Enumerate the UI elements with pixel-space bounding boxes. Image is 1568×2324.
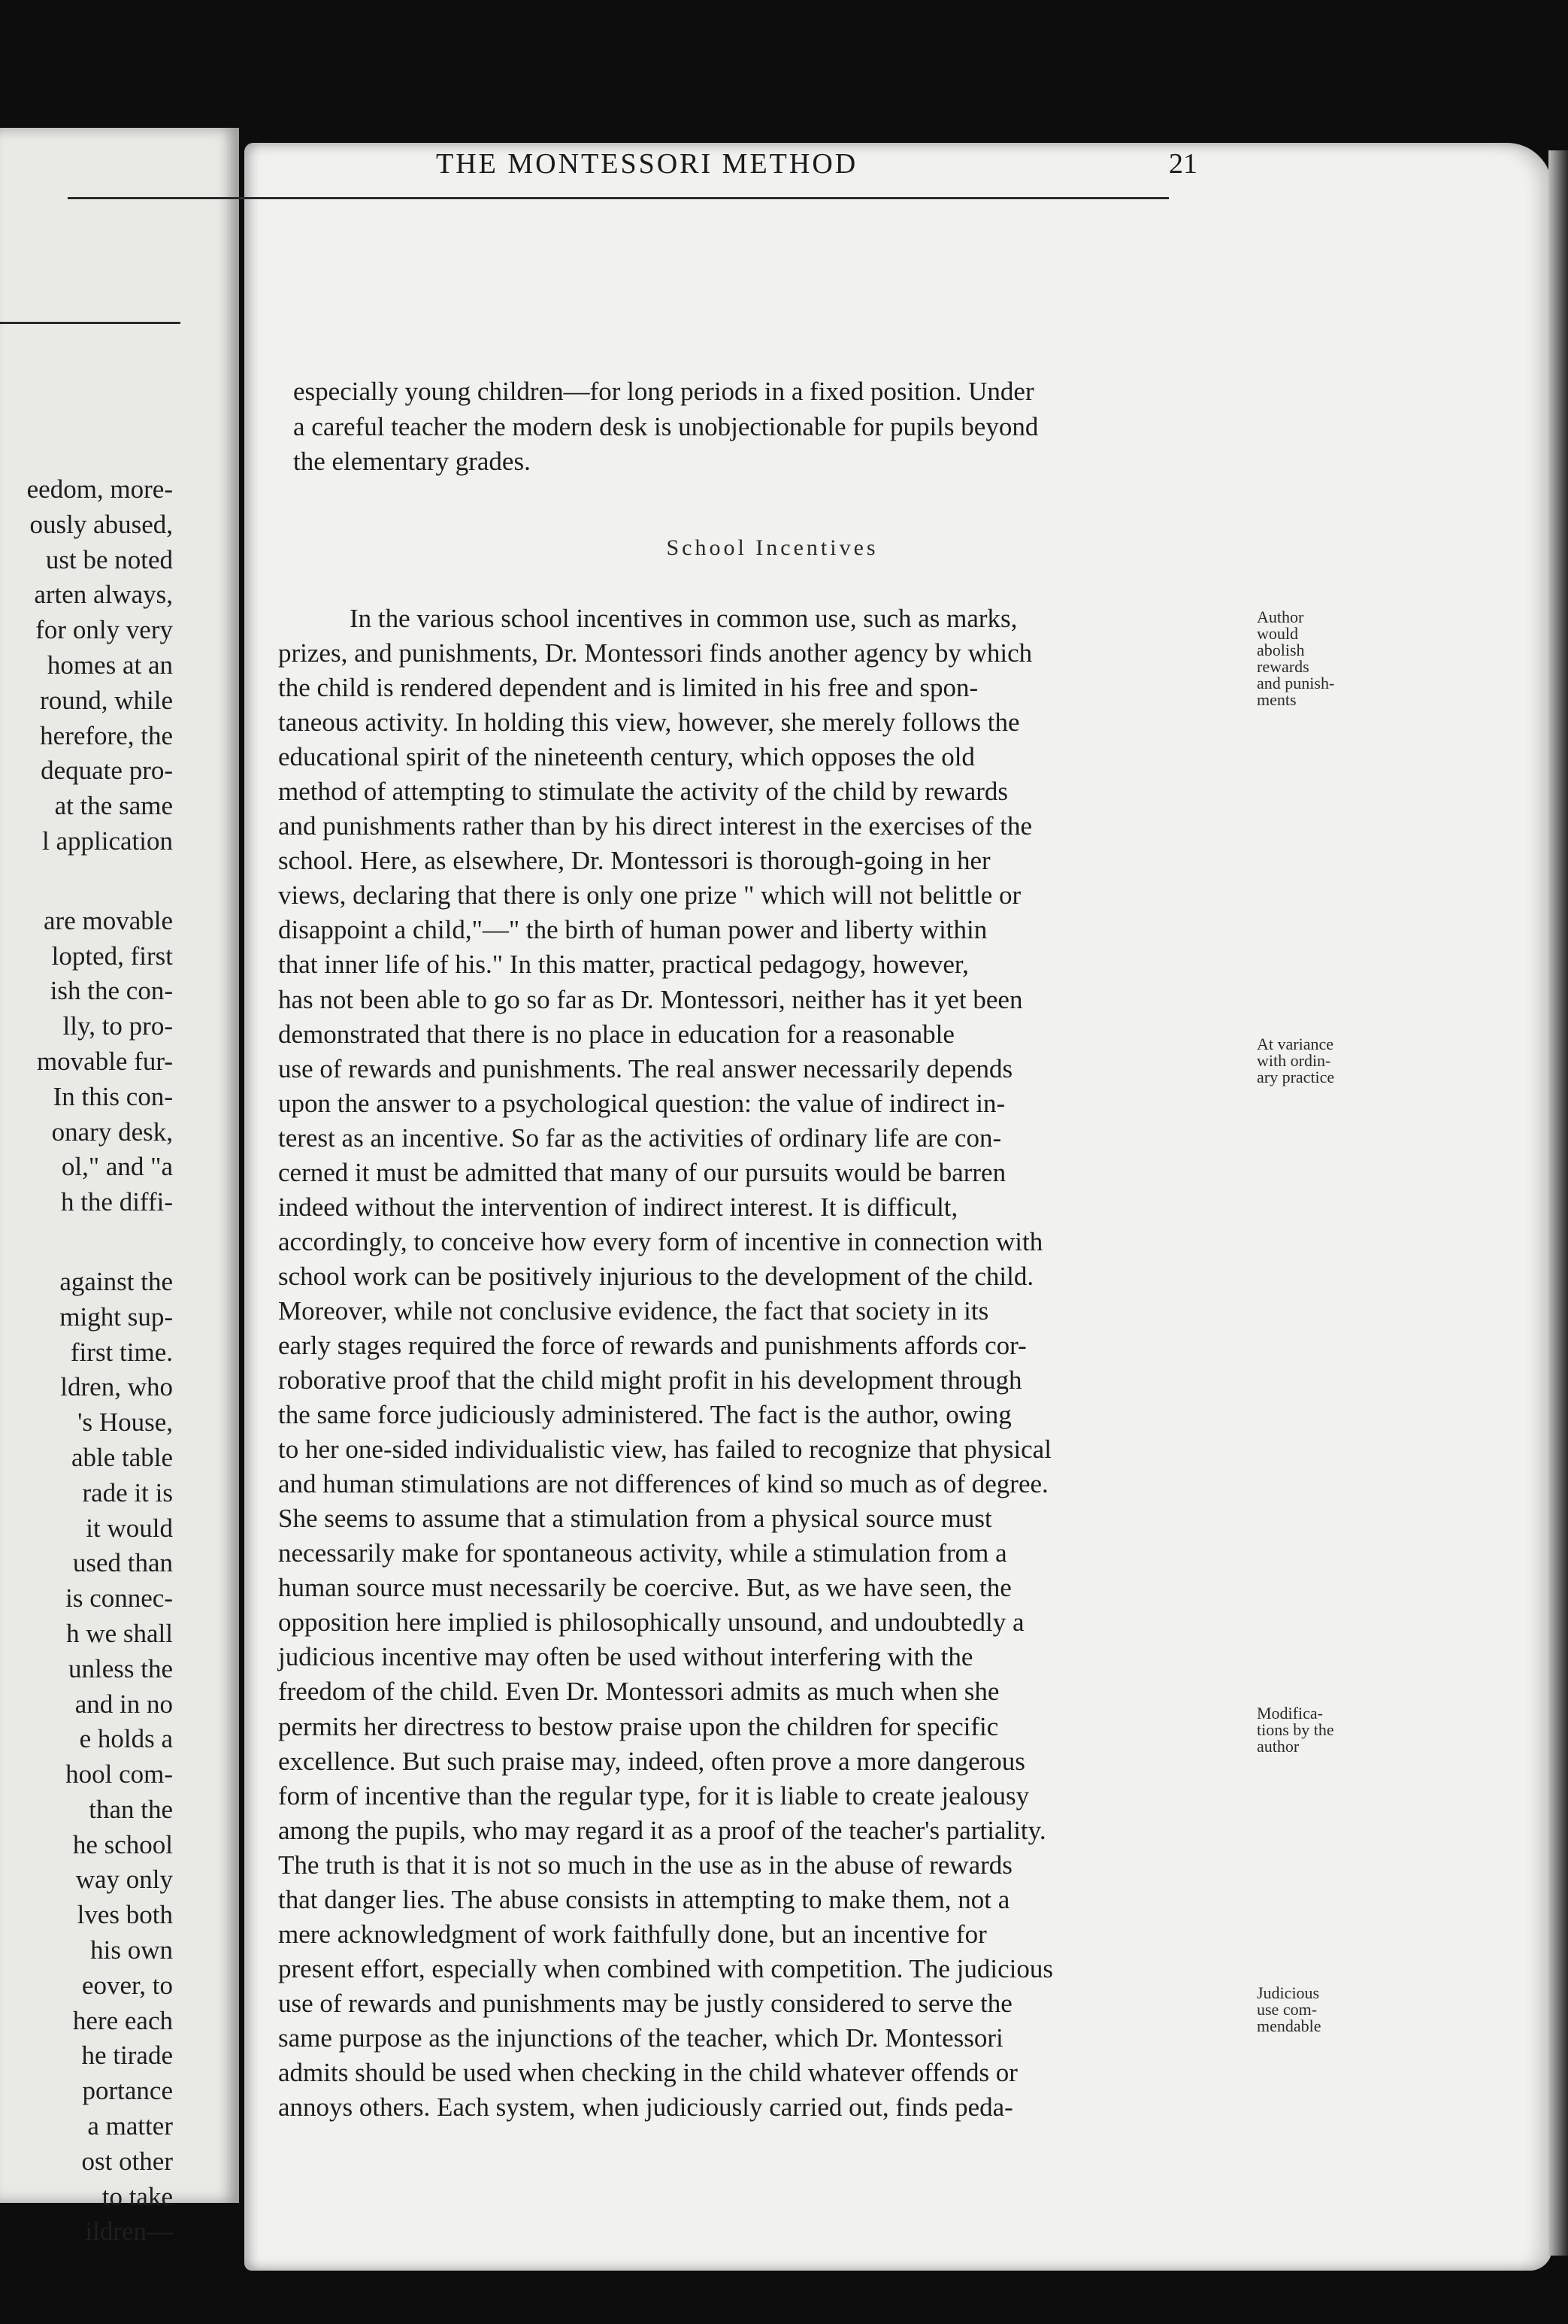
left-text-line: first time. [70,1337,173,1367]
text-line: views, declaring that there is only one prize " which will not belittle or [278,880,1022,911]
page-header [68,147,1315,185]
left-text-line: he school [72,1829,173,1859]
margin-note-line: Judicious [1257,1983,1320,2002]
text-line: mere acknowledgment of work faithfully done, but an incentive for [278,1919,987,1949]
left-text-line: e holds a [79,1724,173,1754]
header-rule [68,197,1169,199]
text-line: opposition here implied is philosophically unsound, and undoubtedly a [278,1607,1025,1638]
left-text-line: here each [72,2005,173,2035]
text-line: and punishments rather than by his direct interest in the exercises of the [278,811,1033,841]
margin-note-line: would [1257,624,1298,643]
margin-note [1257,1705,1392,1755]
left-text-line: lves both [77,1900,173,1930]
text-line: that danger lies. The abuse consists in attempting to make them, not a [278,1884,1010,1914]
left-text-line: unless the [68,1653,173,1683]
left-text-line: used than [72,1548,173,1578]
margin-note-line: with ordin- [1257,1051,1331,1070]
margin-note-line: tions by the [1257,1720,1334,1739]
text-line: school work can be positively injurious to the development of the child. [278,1261,1034,1291]
text-line: freedom of the child. Even Dr. Montessori admits as much when she [278,1677,1000,1707]
left-text-line: ldren, who [60,1372,173,1402]
text-line: has not been able to go so far as Dr. Montessori, neither has it yet been [278,984,1023,1014]
left-text-line: at the same [54,791,173,821]
margin-note [1257,1985,1392,2035]
text-line: and human stimulations are not differences of kind so much as of degree. [278,1469,1049,1499]
left-text-line: h the diffi- [60,1187,173,1217]
text-line: annoys others. Each system, when judiciously carried out, finds peda- [278,2092,1013,2123]
left-text-line: homes at an [47,650,173,680]
left-text-line: 's House, [77,1407,173,1438]
text-line: among the pupils, who may regard it as a proof of the teacher's partiality. [278,1815,1046,1845]
left-text-line: arten always, [34,580,173,610]
text-line: school. Here, as elsewhere, Dr. Montessori is thorough-going in her [278,846,991,876]
left-text-line [27,859,173,904]
text-line: that inner life of his." In this matter, practical pedagogy, however, [278,950,969,980]
left-text-line [27,1220,173,1265]
top-paragraph [293,374,1252,480]
left-text-line: way only [75,1865,173,1895]
text-line: use of rewards and punishments. The real answer necessarily depends [278,1053,1013,1083]
text-line: disappoint a child,"—" the birth of human power and liberty within [278,915,988,945]
margin-note-line: abolish [1257,641,1305,659]
left-text-line: herefore, the [40,720,173,750]
left-text-line: ust be noted [45,544,173,574]
text-line: roborative proof that the child might profit in his development through [278,1365,1022,1395]
left-text-line: ost other [81,2146,173,2176]
margin-note-line: ary practice [1257,1068,1335,1086]
left-text-line: able table [71,1442,173,1472]
left-text-line: eedom, more- [26,474,173,504]
left-text-line: is connec- [65,1583,173,1613]
left-text-line: movable fur- [36,1046,173,1076]
text-line: early stages required the force of rewards and punishments affords cor- [278,1330,1027,1360]
text-line: form of incentive than the regular type, for it is liable to create jealousy [278,1780,1030,1810]
left-text-line: his own [90,1935,173,1965]
left-text-line: lly, to pro- [62,1011,173,1041]
left-text-line: ildren— [85,2216,173,2247]
main-paragraph [278,601,1252,2125]
left-page-text [27,472,173,2250]
margin-note-line: Author [1257,608,1304,626]
text-line: upon the answer to a psychological question: the value of indirect in- [278,1088,1006,1118]
text-line: judicious incentive may often be used without interfering with the [278,1642,973,1672]
left-text-line: dequate pro- [41,756,173,786]
text-line: same purpose as the injunctions of the teacher, which Dr. Montessori [278,2023,1003,2053]
section-heading: School Incentives [666,535,879,560]
text-line: a careful teacher the modern desk is unobjectionable for pupils beyond [293,411,1039,441]
text-line: use of rewards and punishments may be justly considered to serve the [278,1988,1013,2018]
left-text-line: l application [42,826,173,856]
margin-note [1257,1036,1392,1086]
left-text-line: against the [59,1266,173,1296]
margin-note-line: mendable [1257,2016,1321,2035]
margin-note [1257,609,1392,708]
text-line: human source must necessarily be coercive. But, as we have seen, the [278,1573,1012,1603]
left-text-line: a matter [87,2111,173,2141]
left-text-line: h we shall [66,1618,173,1648]
text-line: necessarily make for spontaneous activity, while a stimulation from a [278,1538,1007,1568]
margin-note-line: author [1257,1737,1300,1756]
text-line: permits her directress to bestow praise upon the children for specific [278,1711,999,1741]
left-text-line: In this con- [53,1081,173,1111]
text-line: The truth is that it is not so much in the use as in the abuse of rewards [278,1850,1013,1880]
page-number: 21 [1169,148,1197,180]
margin-note-line: At variance [1257,1035,1333,1053]
text-line: indeed without the intervention of indirect interest. It is difficult, [278,1192,958,1222]
left-text-line: portance [82,2076,173,2106]
text-line: taneous activity. In holding this view, however, she merely follows the [278,708,1020,738]
text-line: prizes, and punishments, Dr. Montessori finds another agency by which [278,638,1033,668]
left-page [0,128,239,2247]
left-text-line: to take [101,2181,173,2211]
text-line: educational spirit of the nineteenth century, which opposes the old [278,742,975,772]
left-text-line: onary desk, [51,1117,173,1147]
left-text-line: it would [86,1513,173,1543]
left-text-line: than the [89,1794,173,1824]
text-line: cerned it must be admitted that many of our pursuits would be barren [278,1157,1006,1187]
left-text-line: eover, to [81,1970,173,2000]
running-title: THE MONTESSORI METHOD [436,148,858,180]
left-text-line: for only very [35,615,173,645]
text-line: In the various school incentives in common use, such as marks, [350,604,1018,633]
left-text-line: rade it is [82,1477,173,1507]
text-line: She seems to assume that a stimulation from a physical source must [278,1504,992,1534]
text-line: accordingly, to conceive how every form of incentive in connection with [278,1226,1043,1256]
left-text-line: ol," and "a [61,1152,173,1182]
left-text-line: are movable [44,905,173,935]
text-line: terest as an incentive. So far as the activities of ordinary life are con- [278,1123,1002,1153]
left-text-line: lopted, first [51,941,173,971]
left-text-line: and in no [74,1689,173,1719]
margin-note-line: rewards [1257,657,1309,676]
text-line: method of attempting to stimulate the activity of the child by rewards [278,777,1009,807]
left-text-line: might sup- [59,1301,173,1332]
left-text-line: hool com- [65,1759,173,1789]
margin-note-line: ments [1257,690,1297,709]
text-line: demonstrated that there is no place in education for a reasonable [278,1019,955,1049]
margin-note-line: Modifica- [1257,1704,1323,1723]
text-line: especially young children—for long periods in a fixed position. Under [293,377,1034,406]
text-line: admits should be used when checking in the child whatever offends or [278,2057,1018,2087]
text-line: present effort, especially when combined with competition. The judicious [278,1953,1053,1983]
text-line: the child is rendered dependent and is limited in his free and spon- [278,673,979,703]
text-line: excellence. But such praise may, indeed, often prove a more dangerous [278,1746,1025,1776]
left-text-line: ish the con- [50,976,173,1006]
left-text-line: round, while [40,685,173,715]
page-edge-shadow [1548,150,1568,2256]
left-text-line: he tirade [81,2041,173,2071]
margin-note-line: use com- [1257,2000,1318,2019]
left-text-line: ously abused, [29,509,173,539]
text-line: to her one-sided individualistic view, has failed to recognize that physical [278,1435,1052,1465]
margin-note-line: and punish- [1257,674,1335,692]
text-line: the same force judiciously administered. The fact is the author, owing [278,1400,1012,1430]
left-header-rule [0,322,180,324]
text-line: Moreover, while not conclusive evidence, the fact that society in its [278,1295,989,1326]
text-line: the elementary grades. [293,447,531,477]
